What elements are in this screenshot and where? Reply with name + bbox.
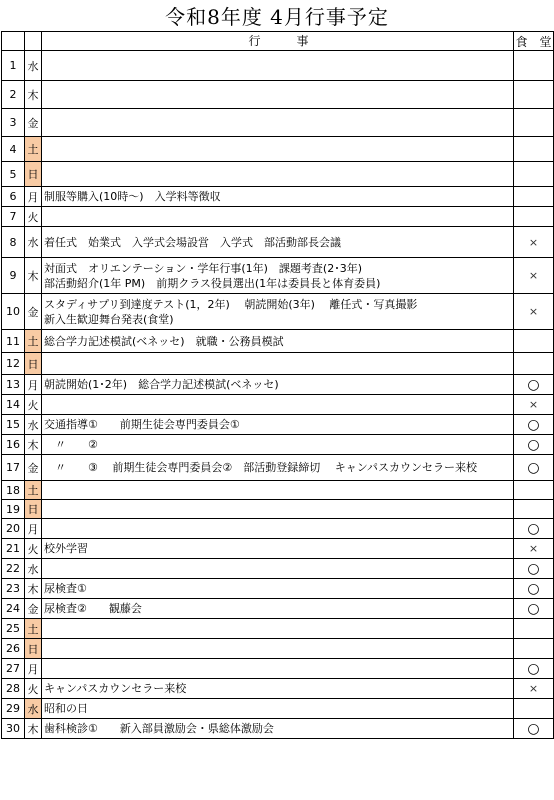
event-cell bbox=[42, 187, 514, 207]
date-cell: 5 bbox=[2, 162, 25, 187]
cafeteria-closed-mark: × bbox=[528, 235, 539, 249]
cafeteria-cell bbox=[514, 137, 554, 162]
weekday-cell: 水 bbox=[25, 51, 42, 81]
date-cell: 17 bbox=[2, 455, 25, 481]
schedule-row bbox=[2, 481, 554, 500]
event-text: 〃 ③ 前期生徒会専門委員会② 部活動登録締切 キャンパスカウンセラー来校 bbox=[44, 461, 477, 474]
event-cell bbox=[42, 455, 514, 481]
date-cell: 21 bbox=[2, 539, 25, 559]
header-date-cell bbox=[2, 32, 25, 51]
event-cell bbox=[42, 481, 514, 500]
schedule-row bbox=[2, 294, 554, 330]
weekday-cell: 金 bbox=[25, 294, 42, 330]
date-cell: 30 bbox=[2, 719, 25, 739]
cafeteria-cell bbox=[514, 415, 554, 435]
date-cell: 24 bbox=[2, 599, 25, 619]
date-cell: 4 bbox=[2, 137, 25, 162]
event-text: 総合学力記述模試(ベネッセ) 就職・公務員模試 bbox=[44, 334, 284, 348]
schedule-row bbox=[2, 519, 554, 539]
weekday-cell: 土 bbox=[25, 137, 42, 162]
event-text: キャンパスカウンセラー来校 bbox=[44, 682, 187, 695]
weekday-cell: 木 bbox=[25, 579, 42, 599]
weekday-cell: 日 bbox=[25, 353, 42, 375]
weekday-cell: 木 bbox=[25, 81, 42, 109]
schedule-row bbox=[2, 719, 554, 739]
event-text: 着任式 始業式 入学式会場設営 入学式 部活動部長会議 bbox=[44, 235, 341, 249]
schedule-row bbox=[2, 258, 554, 294]
weekday-cell: 土 bbox=[25, 619, 42, 639]
cafeteria-cell bbox=[514, 294, 554, 330]
schedule-row bbox=[2, 162, 554, 187]
cafeteria-cell bbox=[514, 455, 554, 481]
date-cell: 20 bbox=[2, 519, 25, 539]
weekday-cell: 水 bbox=[25, 559, 42, 579]
event-cell bbox=[42, 500, 514, 519]
date-cell: 7 bbox=[2, 207, 25, 227]
cafeteria-cell bbox=[514, 227, 554, 258]
date-cell: 27 bbox=[2, 659, 25, 679]
cafeteria-cell bbox=[514, 207, 554, 227]
cafeteria-cell bbox=[514, 679, 554, 699]
schedule-row bbox=[2, 699, 554, 719]
cafeteria-cell bbox=[514, 500, 554, 519]
weekday-cell: 金 bbox=[25, 599, 42, 619]
event-cell bbox=[42, 207, 514, 227]
event-cell bbox=[42, 519, 514, 539]
cafeteria-cell bbox=[514, 187, 554, 207]
weekday-cell: 火 bbox=[25, 679, 42, 699]
weekday-cell: 月 bbox=[25, 187, 42, 207]
cafeteria-cell bbox=[514, 481, 554, 500]
event-text: 制服等購入(10時～) 入学料等徴収 bbox=[44, 190, 221, 203]
event-cell bbox=[42, 353, 514, 375]
date-cell: 13 bbox=[2, 375, 25, 395]
event-cell bbox=[42, 699, 514, 719]
cafeteria-open-mark: ○ bbox=[527, 600, 540, 617]
schedule-row bbox=[2, 353, 554, 375]
weekday-cell: 金 bbox=[25, 455, 42, 481]
cafeteria-closed-mark: × bbox=[528, 682, 539, 695]
weekday-cell: 土 bbox=[25, 481, 42, 500]
event-cell bbox=[42, 375, 514, 395]
event-cell bbox=[42, 639, 514, 659]
schedule-row bbox=[2, 137, 554, 162]
schedule-row bbox=[2, 500, 554, 519]
header-cafeteria: 食 堂 bbox=[514, 32, 554, 51]
event-cell bbox=[42, 137, 514, 162]
event-text: 対面式 オリエンテーション・学年行事(1年) 課題考査(2･3年) bbox=[44, 261, 362, 275]
schedule-row bbox=[2, 639, 554, 659]
schedule-row bbox=[2, 455, 554, 481]
weekday-cell: 日 bbox=[25, 639, 42, 659]
schedule-row bbox=[2, 435, 554, 455]
cafeteria-cell bbox=[514, 109, 554, 137]
schedule-row bbox=[2, 109, 554, 137]
page-title: 令和8年度 4月行事予定 bbox=[165, 5, 389, 29]
cafeteria-open-mark: ○ bbox=[527, 720, 540, 737]
cafeteria-cell bbox=[514, 81, 554, 109]
cafeteria-cell bbox=[514, 619, 554, 639]
schedule-row bbox=[2, 415, 554, 435]
cafeteria-closed-mark: × bbox=[528, 398, 539, 411]
event-text-line-2: 新入生歓迎舞台発表(食堂) bbox=[44, 312, 174, 326]
event-cell bbox=[42, 559, 514, 579]
weekday-cell: 水 bbox=[25, 227, 42, 258]
schedule-row bbox=[2, 559, 554, 579]
date-cell: 15 bbox=[2, 415, 25, 435]
event-cell bbox=[42, 330, 514, 353]
cafeteria-open-mark: ○ bbox=[527, 660, 540, 677]
date-cell: 9 bbox=[2, 258, 25, 294]
weekday-cell: 火 bbox=[25, 539, 42, 559]
cafeteria-cell bbox=[514, 659, 554, 679]
cafeteria-open-mark: ○ bbox=[527, 580, 540, 597]
schedule-row bbox=[2, 679, 554, 699]
event-cell bbox=[42, 227, 514, 258]
cafeteria-cell bbox=[514, 330, 554, 353]
schedule-body bbox=[2, 32, 554, 739]
event-cell bbox=[42, 435, 514, 455]
event-cell bbox=[42, 619, 514, 639]
schedule-row bbox=[2, 81, 554, 109]
cafeteria-cell bbox=[514, 699, 554, 719]
event-text: 朝読開始(1･2年) 総合学力記述模試(ベネッセ) bbox=[44, 378, 279, 391]
cafeteria-cell bbox=[514, 353, 554, 375]
weekday-cell: 土 bbox=[25, 330, 42, 353]
date-cell: 2 bbox=[2, 81, 25, 109]
date-cell: 11 bbox=[2, 330, 25, 353]
header-weekday-cell bbox=[25, 32, 42, 51]
cafeteria-cell bbox=[514, 395, 554, 415]
cafeteria-cell bbox=[514, 51, 554, 81]
date-cell: 16 bbox=[2, 435, 25, 455]
weekday-cell: 火 bbox=[25, 207, 42, 227]
date-cell: 28 bbox=[2, 679, 25, 699]
event-cell bbox=[42, 539, 514, 559]
schedule-row bbox=[2, 207, 554, 227]
event-text: 歯科検診① 新入部員激励会・県総体激励会 bbox=[44, 722, 274, 735]
event-text: スタディサプリ到達度テスト(1，2年) 朝読開始(3年) 離任式・写真撮影 bbox=[44, 297, 418, 311]
date-cell: 6 bbox=[2, 187, 25, 207]
schedule-row bbox=[2, 375, 554, 395]
event-cell bbox=[42, 258, 514, 294]
schedule-row bbox=[2, 51, 554, 81]
weekday-cell: 木 bbox=[25, 435, 42, 455]
date-cell: 25 bbox=[2, 619, 25, 639]
date-cell: 12 bbox=[2, 353, 25, 375]
date-cell: 1 bbox=[2, 51, 25, 81]
cafeteria-cell bbox=[514, 162, 554, 187]
cafeteria-cell bbox=[514, 639, 554, 659]
schedule-row bbox=[2, 187, 554, 207]
cafeteria-cell bbox=[514, 375, 554, 395]
weekday-cell: 月 bbox=[25, 375, 42, 395]
weekday-cell: 水 bbox=[25, 415, 42, 435]
cafeteria-cell bbox=[514, 519, 554, 539]
event-cell bbox=[42, 294, 514, 330]
event-cell bbox=[42, 679, 514, 699]
date-cell: 8 bbox=[2, 227, 25, 258]
event-text: 尿検査① bbox=[44, 582, 87, 595]
schedule-row bbox=[2, 539, 554, 559]
event-cell bbox=[42, 415, 514, 435]
schedule-row bbox=[2, 659, 554, 679]
weekday-cell: 日 bbox=[25, 162, 42, 187]
event-text: 尿検査② 観藤会 bbox=[44, 602, 142, 615]
cafeteria-closed-mark: × bbox=[528, 305, 539, 318]
date-cell: 10 bbox=[2, 294, 25, 330]
date-cell: 23 bbox=[2, 579, 25, 599]
schedule-row bbox=[2, 395, 554, 415]
event-cell bbox=[42, 51, 514, 81]
schedule-row bbox=[2, 227, 554, 258]
schedule-row bbox=[2, 579, 554, 599]
event-cell bbox=[42, 395, 514, 415]
cafeteria-open-mark: ○ bbox=[527, 459, 540, 476]
event-cell bbox=[42, 109, 514, 137]
weekday-cell: 木 bbox=[25, 258, 42, 294]
cafeteria-cell bbox=[514, 559, 554, 579]
event-cell bbox=[42, 162, 514, 187]
cafeteria-open-mark: ○ bbox=[527, 520, 540, 537]
event-cell bbox=[42, 81, 514, 109]
event-cell bbox=[42, 599, 514, 619]
date-cell: 19 bbox=[2, 500, 25, 519]
schedule-row bbox=[2, 619, 554, 639]
event-cell bbox=[42, 659, 514, 679]
weekday-cell: 月 bbox=[25, 659, 42, 679]
weekday-cell: 金 bbox=[25, 109, 42, 137]
weekday-cell: 日 bbox=[25, 500, 42, 519]
event-text: 交通指導① 前期生徒会専門委員会① bbox=[44, 418, 240, 431]
cafeteria-open-mark: ○ bbox=[527, 436, 540, 453]
cafeteria-closed-mark: × bbox=[528, 542, 539, 555]
cafeteria-cell bbox=[514, 539, 554, 559]
weekday-cell: 木 bbox=[25, 719, 42, 739]
weekday-cell: 水 bbox=[25, 699, 42, 719]
cafeteria-closed-mark: × bbox=[528, 269, 539, 282]
date-cell: 29 bbox=[2, 699, 25, 719]
cafeteria-cell bbox=[514, 579, 554, 599]
schedule-table bbox=[1, 31, 554, 739]
event-text: 〃 ② bbox=[44, 438, 98, 451]
event-text-line-2: 部活動紹介(1年 PM) 前期クラス役員選出(1年は委員長と体育委員) bbox=[44, 276, 381, 290]
weekday-cell: 月 bbox=[25, 519, 42, 539]
date-cell: 22 bbox=[2, 559, 25, 579]
date-cell: 14 bbox=[2, 395, 25, 415]
event-text: 校外学習 bbox=[44, 542, 88, 555]
schedule-row bbox=[2, 330, 554, 353]
date-cell: 18 bbox=[2, 481, 25, 500]
cafeteria-cell bbox=[514, 719, 554, 739]
cafeteria-cell bbox=[514, 599, 554, 619]
schedule-row bbox=[2, 599, 554, 619]
date-cell: 26 bbox=[2, 639, 25, 659]
header-row bbox=[2, 32, 554, 51]
event-cell bbox=[42, 579, 514, 599]
cafeteria-cell bbox=[514, 435, 554, 455]
cafeteria-open-mark: ○ bbox=[527, 416, 540, 433]
event-text: 昭和の日 bbox=[44, 702, 88, 715]
event-cell bbox=[42, 719, 514, 739]
cafeteria-open-mark: ○ bbox=[527, 376, 540, 393]
cafeteria-open-mark: ○ bbox=[527, 560, 540, 577]
date-cell: 3 bbox=[2, 109, 25, 137]
header-event: 行 事 bbox=[42, 32, 514, 51]
cafeteria-cell bbox=[514, 258, 554, 294]
weekday-cell: 火 bbox=[25, 395, 42, 415]
